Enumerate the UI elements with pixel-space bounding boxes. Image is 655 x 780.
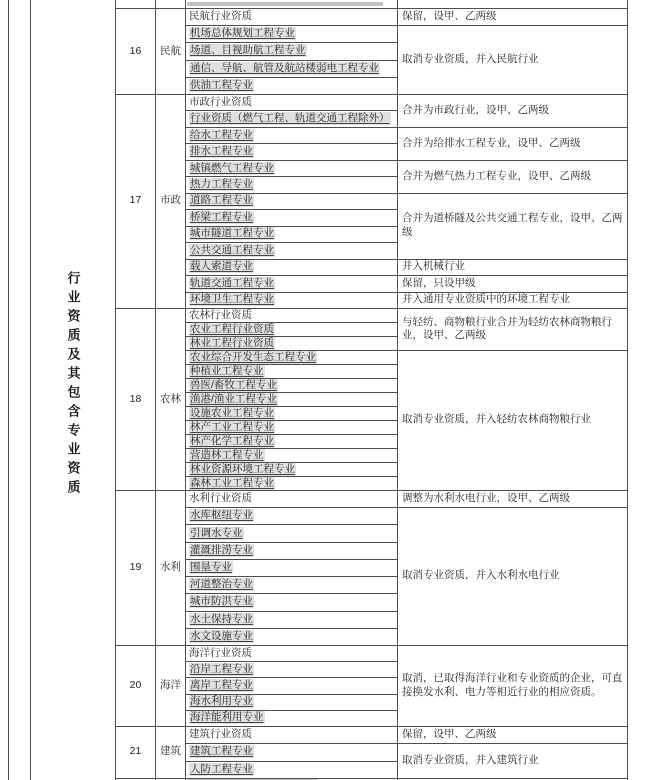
- specialty-name: 给水工程专业: [190, 128, 253, 141]
- specialty-name: 海洋行业资质: [189, 646, 252, 659]
- table-vertical-border: [627, 0, 628, 780]
- specialty-name: 河道整治专业: [190, 578, 253, 591]
- clipped-row-remnant-top: [187, 2, 383, 6]
- disposition-cell: 合并为给排水工程专业，设甲、乙两级: [402, 136, 581, 149]
- disposition-cell: 取消专业资质，并入建筑行业: [402, 753, 539, 766]
- specialty-cell: [186, 462, 396, 476]
- specialty-cell: [186, 350, 396, 364]
- specialty-name: 水利行业资质: [189, 492, 252, 505]
- disposition-cell: 保留，设甲、乙两级: [402, 9, 497, 22]
- specialty-name: 民航行业资质: [189, 10, 252, 23]
- disposition-cell: 合并为市政行业，设甲、乙两级: [402, 103, 549, 116]
- disposition-cell: 取消专业资质，并入轻纺农林商物粮行业: [402, 413, 591, 426]
- specialty-cell: [186, 8, 396, 25]
- specialty-name: 城市隧道工程专业: [190, 227, 274, 240]
- specialty-cell: [186, 490, 396, 507]
- specialty-name: 轨道交通工程专业: [190, 276, 274, 289]
- specialty-name: 水库枢纽专业: [190, 509, 253, 522]
- specialty-name: 水土保持专业: [190, 612, 253, 625]
- specialty-cell: [186, 710, 396, 726]
- row-group-label: 行业资质及其包含专业资质: [65, 271, 81, 499]
- specialty-name: 供油工程专业: [190, 78, 253, 91]
- specialty-name: 林产化学工程专业: [190, 434, 274, 447]
- specialty-cell: [186, 308, 396, 322]
- specialty-name: 林业资源环境工程专业: [190, 462, 295, 475]
- specialty-name: 通信、导航、航管及航站楼弱电工程专业: [190, 61, 379, 74]
- specialty-name: 建筑行业资质: [189, 728, 252, 741]
- specialty-cell: [186, 576, 396, 593]
- specialty-name: 桥梁工程专业: [190, 210, 253, 223]
- specialty-cell: [186, 507, 396, 524]
- specialty-cell: [186, 392, 396, 406]
- specialty-cell: [186, 60, 396, 77]
- disposition-cell: 保留，设甲、乙两级: [402, 727, 497, 740]
- section-number: 16: [129, 44, 142, 57]
- specialty-name: 离岸工程专业: [190, 678, 253, 691]
- section-industry: 农林: [160, 392, 181, 405]
- specialty-name: 场道、目视助航工程专业: [190, 44, 306, 57]
- section-industry: 海洋: [160, 679, 181, 691]
- specialty-name: 林业工程行业资质: [190, 336, 274, 349]
- specialty-cell: [186, 143, 396, 159]
- specialty-cell: [186, 726, 396, 743]
- specialty-name: 机场总体规划工程专业: [190, 27, 295, 40]
- specialty-cell: [186, 542, 396, 559]
- section-number: 20: [129, 679, 142, 691]
- section-industry: 民航: [160, 44, 181, 57]
- specialty-name: 海洋能利用专业: [190, 711, 264, 724]
- row-group-label-cell: [31, 0, 115, 770]
- specialty-name: 渔港/渔业工程专业: [190, 392, 277, 405]
- disposition-cell: 保留，只设甲级: [402, 276, 476, 289]
- disposition-cell: 并入机械行业: [402, 260, 465, 273]
- specialty-name: 城镇燃气工程专业: [190, 161, 274, 174]
- specialty-cell: [186, 420, 396, 434]
- specialty-name: 引调水专业: [190, 526, 243, 539]
- disposition-cell: 与轻纺、商物粮行业合并为轻纺农林商物粮行业，设甲、乙两级: [402, 315, 612, 341]
- specialty-name: 农业综合开发生态工程专业: [190, 350, 316, 363]
- section-industry: 水利: [160, 560, 181, 573]
- specialty-name: 排水工程专业: [190, 145, 253, 158]
- specialty-cell: [186, 110, 396, 126]
- specialty-cell: [186, 77, 396, 94]
- specialty-cell: [186, 628, 396, 645]
- specialty-cell: [186, 611, 396, 628]
- specialty-name: 森林工业工程专业: [190, 476, 274, 489]
- specialty-cell: [186, 160, 396, 176]
- specialty-name: 农业工程行业资质: [190, 322, 274, 335]
- specialty-name: 兽医/畜牧工程专业: [190, 378, 277, 391]
- disposition-cell: 取消专业资质，并入民航行业: [402, 52, 539, 65]
- specialty-cell: [186, 559, 396, 576]
- specialty-name: 种植业工程专业: [190, 364, 264, 377]
- specialty-cell: [186, 193, 396, 209]
- specialty-cell: [186, 476, 396, 490]
- specialty-name: 灌溉排涝专业: [190, 543, 253, 556]
- section-number: 17: [129, 194, 142, 207]
- specialty-cell: [186, 226, 396, 242]
- specialty-name: 行业资质（燃气工程、轨道交通工程除外）: [190, 112, 390, 125]
- specialty-name: 围垦专业: [190, 560, 232, 573]
- specialty-name: 人防工程专业: [190, 762, 253, 775]
- specialty-name: 海水利用专业: [190, 695, 253, 708]
- table-vertical-border: [30, 0, 31, 780]
- specialty-cell: [186, 259, 396, 275]
- specialty-cell: [186, 275, 396, 291]
- specialty-cell: [186, 448, 396, 462]
- specialty-name: 公共交通工程专业: [190, 243, 274, 256]
- specialty-cell: [186, 322, 396, 336]
- specialty-cell: [186, 677, 396, 693]
- specialty-cell: [186, 406, 396, 420]
- specialty-cell: [186, 694, 396, 710]
- specialty-cell: [186, 661, 396, 677]
- section-number: 21: [129, 745, 142, 758]
- specialty-name: 市政行业资质: [189, 95, 252, 108]
- disposition-cell: 取消，已取得海洋行业和专业资质的企业，可直接换发水利、电力等相近行业的相应资质。: [402, 672, 623, 698]
- disposition-cell: 调整为水利水电行业，设甲、乙两级: [402, 491, 570, 504]
- disposition-cell: 合并为燃气热力工程专业，设甲、乙两级: [402, 169, 591, 182]
- specialty-cell: [186, 743, 396, 760]
- specialty-cell: [186, 25, 396, 42]
- specialty-cell: [186, 94, 396, 110]
- specialty-cell: [186, 42, 396, 59]
- specialty-name: 营造林工程专业: [190, 448, 264, 461]
- specialty-name: 建筑工程专业: [190, 745, 253, 758]
- specialty-cell: [186, 378, 396, 392]
- specialty-cell: [186, 593, 396, 610]
- specialty-name: 热力工程专业: [190, 178, 253, 191]
- disposition-cell: 合并为道桥隧及公共交通工程专业，设甲、乙两级: [402, 212, 623, 238]
- specialty-name: 农林行业资质: [189, 308, 252, 321]
- specialty-cell: [186, 292, 396, 308]
- specialty-cell: [186, 176, 396, 192]
- specialty-cell: [186, 242, 396, 258]
- specialty-cell: [186, 645, 396, 661]
- specialty-cell: [186, 127, 396, 143]
- specialty-cell: [186, 761, 396, 778]
- specialty-name: 水文设施专业: [190, 629, 253, 642]
- disposition-cell: 取消专业资质，并入水利水电行业: [402, 569, 560, 582]
- specialty-cell: [186, 434, 396, 448]
- specialty-cell: [186, 364, 396, 378]
- specialty-name: 道路工程专业: [190, 194, 253, 207]
- specialty-name: 林产工业工程专业: [190, 420, 274, 433]
- section-number: 18: [129, 392, 142, 405]
- specialty-cell: [186, 524, 396, 541]
- specialty-name: 城市防洪专业: [190, 595, 253, 608]
- section-industry: 建筑: [160, 745, 181, 758]
- specialty-name: 沿岸工程专业: [190, 662, 253, 675]
- disposition-cell: 并入通用专业资质中的环境工程专业: [402, 292, 570, 305]
- section-number: 19: [129, 560, 142, 573]
- section-industry: 市政: [160, 194, 181, 207]
- table-vertical-border: [8, 0, 9, 780]
- specialty-name: 设施农业工程专业: [190, 406, 274, 419]
- specialty-cell: [186, 209, 396, 225]
- specialty-cell: [186, 336, 396, 350]
- specialty-name: 载人索道专业: [190, 260, 253, 273]
- specialty-name: 环境卫生工程专业: [190, 293, 274, 306]
